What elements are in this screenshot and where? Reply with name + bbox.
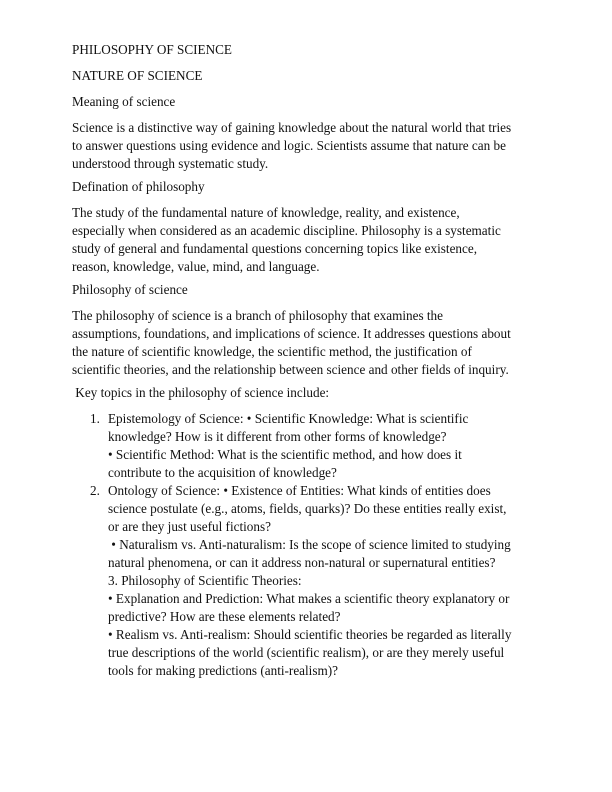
list-line: contribute to the acquisition of knowledge? [108,465,337,480]
list-item-epistemology [108,410,468,482]
paragraph-line: The study of the fundamental nature of knowledge, reality, and existence, [72,205,460,220]
paragraph-line: The philosophy of science is a branch of philosophy that examines the [72,308,443,323]
list-line: Ontology of Science: • Existence of Entities: What kinds of entities does [108,483,491,498]
list-line: • Realism vs. Anti-realism: Should scientific theories be regarded as literally [108,627,512,642]
paragraph-line: especially when considered as an academic discipline. Philosophy is a systematic [72,223,501,238]
section-paragraph-philosophy-of-science [72,307,542,379]
document-title: PHILOSOPHY OF SCIENCE [72,42,232,57]
list-item-number: 1. [90,411,100,426]
list-line: knowledge? How is it different from other forms of knowledge? [108,429,447,444]
paragraph-line: reason, knowledge, value, mind, and language. [72,259,320,274]
list-item-ontology [108,482,511,680]
paragraph-line: study of general and fundamental questions concerning topics like existence, [72,241,478,256]
section-heading-philosophy-of-science: Philosophy of science [72,282,188,297]
paragraph-line: assumptions, foundations, and implications of science. It addresses questions about [72,326,511,341]
section-heading-meaning-of-science: Meaning of science [72,94,176,109]
section-paragraph-definition-of-philosophy [72,204,542,276]
list-line: science postulate (e.g., atoms, fields, quarks)? Do these entities really exist, [108,501,507,516]
list-line: • Explanation and Prediction: What makes a scientific theory explanatory or [108,591,510,606]
list-line: • Scientific Method: What is the scientific method, and how does it [108,447,462,462]
list-line: or are they just useful fictions? [108,519,271,534]
list-line: predictive? How are these elements related? [108,609,341,624]
list-item-number: 2. [90,483,100,498]
list-line: • Naturalism vs. Anti-naturalism: Is the scope of science limited to studying [108,537,511,552]
paragraph-line: Science is a distinctive way of gaining knowledge about the natural world that tries [72,120,512,135]
section-paragraph-meaning-of-science [72,119,542,173]
list-line: 3. Philosophy of Scientific Theories: [108,573,302,588]
list-line: Epistemology of Science: • Scientific Knowledge: What is scientific [108,411,469,426]
list-line: natural phenomena, or can it address non-natural or supernatural entities? [108,555,496,570]
paragraph-line: the nature of scientific knowledge, the scientific method, the justification of [72,344,472,359]
paragraph-line: to answer questions using evidence and logic. Scientists assume that nature can be [72,138,506,153]
paragraph-line: scientific theories, and the relationship between science and other fields of inquiry. [72,362,509,377]
document-subtitle: NATURE OF SCIENCE [72,68,203,83]
list-line: true descriptions of the world (scientific realism), or are they merely useful [108,645,505,660]
key-topics-intro: Key topics in the philosophy of science include: [72,385,330,400]
section-heading-definition-of-philosophy: Defination of philosophy [72,179,205,194]
paragraph-line: understood through systematic study. [72,156,269,171]
list-line: tools for making predictions (anti-realism)? [108,663,338,678]
